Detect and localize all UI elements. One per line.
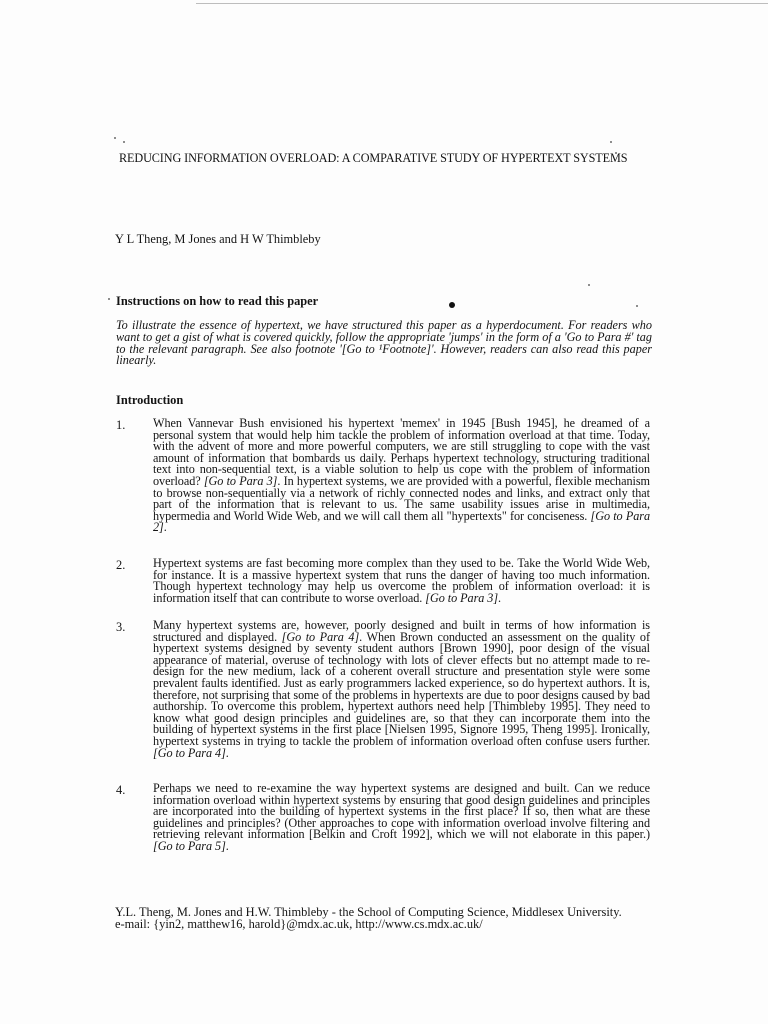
paragraph-number: 1. [116, 418, 126, 432]
footnote-affiliation: Y.L. Theng, M. Jones and H.W. Thimbleby - the School of Computing Science, Middlesex University. [115, 905, 622, 919]
top-rule [196, 3, 768, 4]
scan-speck [114, 137, 116, 139]
author-affiliation-footnote [115, 906, 622, 930]
goto-para-link[interactable]: [Go to Para 3] [425, 590, 499, 605]
paragraph-1: When Vannevar Bush envisioned his hypertext 'memex' in 1945 [Bush 1945], he dreamed of a personal system that would help him tackle the problem of information overload at that time. Today, with the advent of more and more powerful computers, we are still struggling to cope with the vast amount of information that bombards us daily. Perhaps hypertext technology, structuring traditional text into non-sequential text, is a viable solution to help us cope with the problem of information overload? [Go to Para 3]. In hypertext systems, we are provided with a powerful, flexible mechanism to browse non-sequentially via a network of richly connected nodes and links, and extract only that part of the information that is relevant to us. The same usability issues arise in multimedia, hypermedia and World Wide Web, and we will call them all "hypertexts" for conciseness. [Go to Para 2]. [153, 416, 650, 535]
scan-speck [108, 298, 110, 300]
bullet-dot-icon [449, 302, 455, 308]
footnote-email: e-mail: {yin2, matthew16, harold}@mdx.ac.uk, http://www.cs.mdx.ac.uk/ [115, 917, 483, 931]
paragraph-number: 2. [116, 558, 126, 572]
paragraph-2: Hypertext systems are fast becoming more complex than they used to be. Take the World Wide Web, for instance. It is a massive hypertext system that runs the danger of having too much information. Though hypertext technology may help us overcome the problem of information overload: it is information itself that can contribute to worse overload. [Go to Para 3]. [153, 556, 650, 605]
goto-para-link[interactable]: [Go to Para 3] [203, 473, 278, 488]
paragraph-number: 4. [116, 783, 126, 797]
scan-speck [610, 141, 612, 143]
scan-speck [123, 141, 125, 143]
paper-title: REDUCING INFORMATION OVERLOAD: A COMPARATIVE STUDY OF HYPERTEXT SYSTEMS [119, 151, 628, 165]
instructions-heading: Instructions on how to read this paper [116, 294, 319, 308]
paragraph-3: Many hypertext systems are, however, poorly designed and built in terms of how information is structured and displayed. [Go to Para 4]. When Brown conducted an assessment on the quality of hypertext systems designed by seventy student authors [Brown 1990], poor design of the visual appearance of material, overuse of technology with lots of clever effects but no attempt made to re-design for the new medium, lack of a coherent overall structure and presentation style were some prevalent faults identified. Just as early programmers lacked experience, so do hypertext authors. It is, therefore, not surprising that some of the problems in hypertexts are due to poor designs caused by bad authorship. To overcome this problem, hypertext authors need help [Thimbleby 1995]. They need to know what good design principles and guidelines are, so that they can incorporate them into the building of hypertext systems in the first place [Nielsen 1995, Signore 1995, Theng 1995]. Ironically, hypertext systems in trying to tackle the problem of information overload often confuse users further. [Go to Para 4]. [153, 618, 650, 760]
goto-para-link[interactable]: [Go to Para 5] [153, 838, 226, 853]
goto-para-link[interactable]: [Go to Para 4] [281, 629, 360, 644]
scan-speck [636, 305, 638, 307]
scan-speck [588, 284, 590, 286]
introduction-heading: Introduction [116, 393, 184, 407]
instructions-text: To illustrate the essence of hypertext, we have structured this paper as a hyperdocument. For readers who want to get a gist of what is covered quickly, follow the appropriate 'jumps' in the form of a 'Go to Para #' tag to the relevant paragraph. See also footnote '[Go to ¹Footnote]'. However, readers can also read this paper linearly. [116, 318, 652, 368]
author-list: Y L Theng, M Jones and H W Thimbleby [115, 232, 321, 246]
goto-para-link[interactable]: [Go to Para 4] [153, 745, 226, 760]
paragraph-4: Perhaps we need to re-examine the way hypertext systems are designed and built. Can we reduce information overload within hypertext systems by ensuring that good design guidelines and principles are incorporated into the building of hypertext systems in the first place? If so, then what are these guidelines and principles? (Other approaches to cope with information overload involve filtering and retrieving relevant information [Belkin and Croft 1992], which we will not elaborate in this paper.) [Go to Para 5]. [153, 781, 650, 853]
goto-para-link[interactable]: [Go to Para 2] [153, 508, 650, 535]
paragraph-number: 3. [116, 620, 126, 634]
